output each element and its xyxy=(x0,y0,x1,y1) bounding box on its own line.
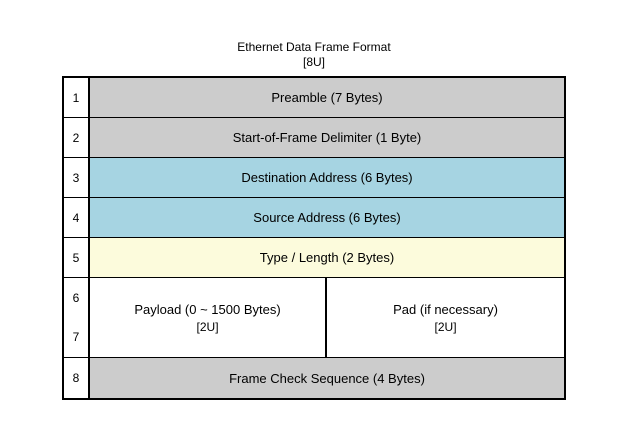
table-row-type-length xyxy=(64,238,564,278)
field-start-of-frame-delimiter xyxy=(90,118,564,157)
row-number: 4 xyxy=(64,198,90,237)
row-number: 1 xyxy=(64,78,90,117)
table-row-source-address xyxy=(64,198,564,238)
table-row-sfd xyxy=(64,118,564,158)
field-frame-check-sequence xyxy=(90,358,564,398)
field-sublabel: [2U] xyxy=(434,319,457,334)
field-label: Preamble (7 Bytes) xyxy=(271,90,383,105)
field-label: Frame Check Sequence (4 Bytes) xyxy=(229,370,425,386)
field-sublabel: [2U] xyxy=(196,319,219,334)
field-destination-address xyxy=(90,158,564,197)
row-number: 3 xyxy=(64,158,90,197)
table-row-destination-address xyxy=(64,158,564,198)
row-number: 2 xyxy=(64,118,90,157)
row-number: 5 xyxy=(64,238,90,277)
frame-field-table xyxy=(62,76,566,400)
field-label: Type / Length (2 Bytes) xyxy=(259,250,395,265)
diagram-title-line2: [8U] xyxy=(302,55,325,69)
table-row-preamble xyxy=(64,78,564,118)
table-row-frame-check-sequence xyxy=(64,358,564,398)
row-number: 8 xyxy=(64,358,90,398)
row-number: 7 xyxy=(72,330,80,345)
field-payload xyxy=(90,278,327,357)
field-label: Source Address (6 Bytes) xyxy=(253,210,401,225)
field-label: Pad (if necessary) xyxy=(393,301,498,317)
row-number: 6 xyxy=(72,290,80,305)
field-type-length xyxy=(90,238,564,277)
field-source-address xyxy=(90,198,564,237)
field-label: Destination Address (6 Bytes) xyxy=(241,170,413,185)
field-preamble xyxy=(90,78,564,117)
diagram-title-line1: Ethernet Data Frame Format xyxy=(237,40,391,54)
field-label: Payload (0 ~ 1500 Bytes) xyxy=(134,301,281,317)
field-label: Start-of-Frame Delimiter (1 Byte) xyxy=(232,130,422,145)
field-pad xyxy=(327,278,564,357)
row-number-stack xyxy=(64,278,90,357)
diagram-title xyxy=(0,40,628,70)
table-row-payload-pad xyxy=(64,278,564,358)
